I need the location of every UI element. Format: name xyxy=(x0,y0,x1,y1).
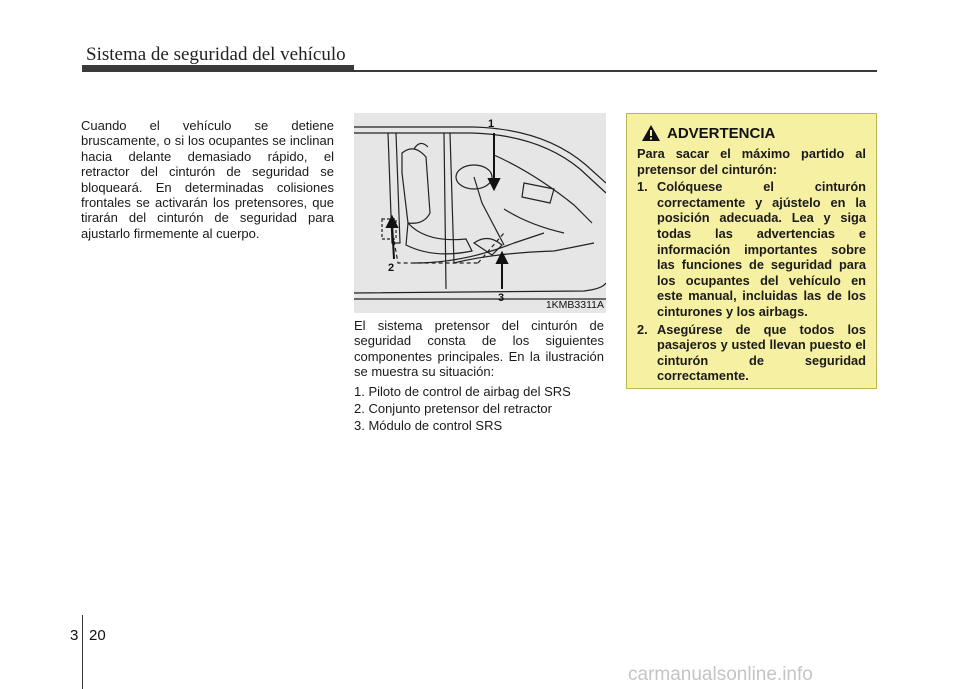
warning-item-number: 1. xyxy=(637,179,648,195)
components-list xyxy=(354,384,604,435)
warning-item-number: 2. xyxy=(637,321,648,337)
page-number: 20 xyxy=(89,627,106,644)
list-item: 2. Conjunto pretensor del retractor xyxy=(354,401,552,417)
chapter-number: 3 xyxy=(70,627,79,644)
list-item: 3. Módulo de control SRS xyxy=(354,418,503,434)
warning-title: ADVERTENCIA xyxy=(667,124,776,142)
callout-3: 3 xyxy=(498,292,505,304)
watermark: carmanualsonline.info xyxy=(628,664,813,685)
callout-2: 2 xyxy=(388,262,395,274)
list-item: 1. Piloto de control de airbag del SRS xyxy=(354,383,571,399)
warning-item-text: Asegúrese de que todos los pasajeros y usted llevan puesto el cinturón de seguridad correctamente. xyxy=(657,321,866,384)
warning-item xyxy=(637,179,866,319)
left-column xyxy=(81,118,334,241)
page-header-title: Sistema de seguridad del vehículo xyxy=(86,44,346,65)
warning-item-text: Colóquese el cinturón correctamente y ajústelo en la posición adecuada. Lea y siga todas las advertencias e información importantes sobre las funciones de seguridad para los ocupantes del vehículo en este manual, incluidas las de los cinturones y los airbags. xyxy=(657,179,866,319)
footer-rule xyxy=(82,615,83,689)
components-intro: El sistema pretensor del cinturón de seguridad consta de los siguientes componentes principales. En la ilustración se muestra su situación: xyxy=(354,318,604,380)
car-cutaway-drawing xyxy=(354,113,606,313)
header-rule-thin xyxy=(82,70,877,72)
warning-header xyxy=(641,124,866,142)
middle-column xyxy=(354,318,604,436)
warning-intro: Para sacar el máximo partido al pretensor del cinturón: xyxy=(637,146,866,177)
pretensioner-description: Cuando el vehículo se detiene bruscamente, o si los ocupantes se inclinan hacia delante demasiado rápido, el retractor del cinturón de seguridad se bloqueará. En determinadas colisiones frontales se activarán los pretensores, que tirarán del cinturón de seguridad para ajustarlo firmemente al cuerpo. xyxy=(81,118,334,241)
figure-code: 1KMB3311A xyxy=(545,299,604,311)
vehicle-interior-illustration xyxy=(354,113,606,313)
callout-1: 1 xyxy=(488,118,495,130)
warning-box xyxy=(626,113,877,389)
warning-triangle-icon xyxy=(641,124,661,142)
warning-item xyxy=(637,322,866,384)
